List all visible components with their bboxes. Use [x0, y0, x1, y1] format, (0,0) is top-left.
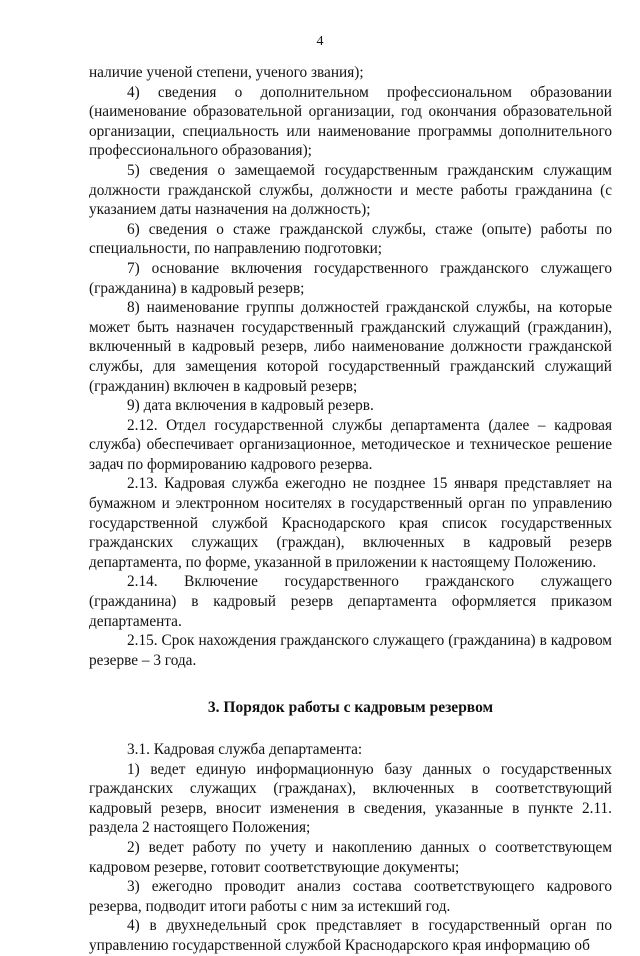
- document-body: [89, 63, 612, 956]
- paragraph-item-7: 7) основание включения государственного гражданского служащего (гражданина) в кадровый резерв;: [89, 259, 612, 297]
- paragraph-2-15: 2.15. Срок нахождения гражданского служащего (гражданина) в кадровом резерве – 3 года.: [89, 632, 612, 669]
- paragraph-3-1-item-3: 3) ежегодно проводит анализ состава соответствующего кадрового резерва, подводит итоги работы с ним за истекший год.: [89, 878, 612, 915]
- paragraph-3-1-item-4: 4) в двухнедельный срок представляет в государственный орган по управлению государственной службой Краснодарского края информацию об: [89, 917, 612, 954]
- paragraph-2-14: 2.14. Включение государственного гражданского служащего (гражданина) в кадровый резерв департамента оформляется приказом департамента.: [89, 573, 612, 630]
- paragraph-item-5: 5) сведения о замещаемой государственным гражданским служащим должности гражданской службы, должности и месте работы гражданина (с указанием даты назначения на должность);: [89, 161, 612, 219]
- paragraph-3-1: 3.1. Кадровая служба департамента:: [127, 741, 363, 758]
- paragraph-3-1-item-2: 2) ведет работу по учету и накоплению данных о соответствующем кадровом резерве, готовит соответствующие документы;: [89, 838, 612, 876]
- paragraph-item-4: 4) сведения о дополнительном профессиональном образовании (наименование образовательной организации, год окончания образовательной организации, специальность или наименование программы дополнительного профессионального образования);: [89, 83, 612, 160]
- page-number: 4: [316, 34, 324, 49]
- paragraph-item-9: 9) дата включения в кадровый резерв.: [127, 397, 374, 415]
- paragraph-continuation: наличие ученой степени, ученого звания);: [89, 64, 364, 81]
- section-3-heading: 3. Порядок работы с кадровым резервом: [207, 699, 494, 717]
- paragraph-2-12: 2.12. Отдел государственной службы департамента (далее – кадровая служба) обеспечивает организационное, методическое и техническое решение задач по формированию кадрового резерва.: [89, 416, 612, 473]
- paragraph-3-1-item-1: 1) ведет единую информационную базу данных о государственных гражданских служащих (гражданах), включенных в соответствующий кадровый резерв, вносит изменения в сведения, указанные в пункте 2.11. раздела 2 настоящего Положения;: [89, 760, 612, 837]
- paragraph-2-13: 2.13. Кадровая служба ежегодно не позднее 15 января представляет на бумажном и электронном носителях в государственный орган по управлению государственной службой Краснодарского края список государственных гражданских служащих (граждан), включенных в кадровый резерв департамента, по форме, указанной в приложении к настоящему Положению.: [89, 475, 612, 571]
- paragraph-item-8: 8) наименование группы должностей гражданской службы, на которые может быть назначен государственный гражданский служащий (гражданин), включенный в кадровый резерв, либо наименование должности гражданской службы, для замещения которой государственный гражданский служащий (гражданин) включен в кадровый резерв;: [89, 299, 612, 395]
- paragraph-item-6: 6) сведения о стаже гражданской службы, стаже (опыте) работы по специальности, по направлению подготовки;: [89, 220, 612, 258]
